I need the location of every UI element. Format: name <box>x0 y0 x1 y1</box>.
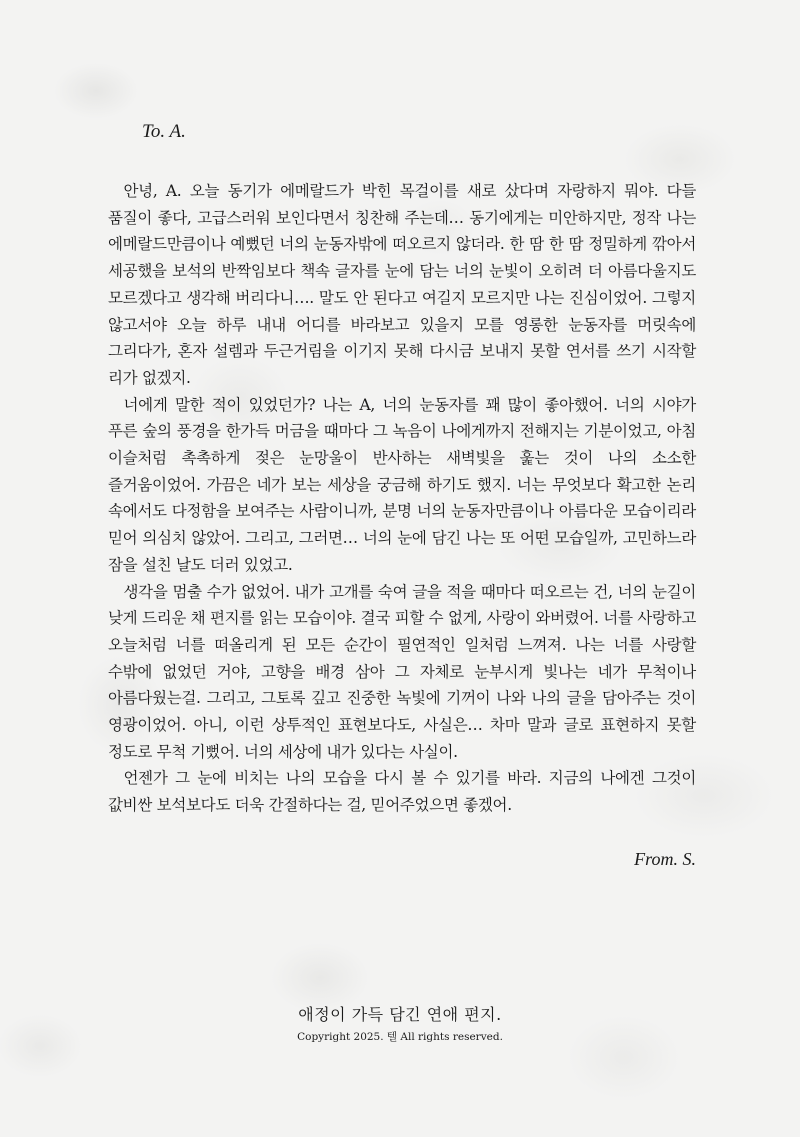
paragraph-4: 언젠가 그 눈에 비치는 나의 모습을 다시 볼 수 있기를 바라. 지금의 나에겐 그것이 값비싼 보석보다도 더욱 간절하다는 걸, 믿어주었으면 좋겠어. <box>108 769 696 815</box>
footer-title: 애정이 가득 담긴 연애 편지. <box>298 1005 502 1024</box>
signature: From. S. <box>634 848 696 869</box>
letter-paragraphs <box>108 178 696 819</box>
paragraph-2: 너에게 말한 적이 있었던가? 나는 A, 너의 눈동자를 꽤 많이 좋아했어. 너의 시야가 푸른 숲의 풍경을 한가득 머금을 때마다 그 녹음이 나에게까지 전해지는 기분이었고, 아침 이슬처럼 촉촉하게 젖은 눈망울이 반사하는 새벽빛을 훑는 것이 나의 소소한 즐거움이었어. 가끔은 네가 보는 세상을 궁금해 하기도 했지. 너는 무엇보다 확고한 논리 속에서도 다정함을 보여주는 사람이니까, 분명 너의 눈동자만큼이나 아름다운 모습이리라 믿어 의심치 않았어. 그리고, 그러면… 너의 눈에 담긴 나는 또 어떤 모습일까, 고민하느라 잠을 설친 날도 더러 있었고. <box>108 395 696 574</box>
letter-body <box>108 120 696 871</box>
paragraph-1: 안녕, A. 오늘 동기가 에메랄드가 박힌 목걸이를 새로 샀다며 자랑하지 뭐야. 다들 품질이 좋다, 고급스러워 보인다면서 칭찬해 주는데… 동기에게는 미안하지만, 정작 나는 에메랄드만큼이나 예뻤던 너의 눈동자밖에 떠오르지 않더라. 한 땀 한 땀 정밀하게 깎아서 세공했을 보석의 반짝임보다 책속 글자를 눈에 담는 너의 눈빛이 오히려 더 아름다울지도 모르겠다고 생각해 버리다니…. 말도 안 된다고 여길지 모르지만 나는 진심이었어. 그렇지 않고서야 오늘 하루 내내 어디를 바라보고 있을지 모를 영롱한 눈동자를 머릿속에 그리다가, 혼자 설렘과 두근거림을 이기지 못해 다시금 보내지 못할 연서를 쓰기 시작할 리가 없겠지. <box>108 182 696 387</box>
copyright-notice: Copyright 2025. 텔 All rights reserved. <box>297 1031 503 1043</box>
paragraph-3: 생각을 멈출 수가 없었어. 내가 고개를 숙여 글을 적을 때마다 떠오르는 건, 너의 눈길이 낮게 드리운 채 편지를 읽는 모습이야. 결국 피할 수 없게, 사랑이 와버렸어. 너를 사랑하고 오늘처럼 너를 떠올리게 된 모든 순간이 필연적인 일처럼 느껴져. 나는 너를 사랑할 수밖에 없었던 거야, 고향을 배경 삼아 그 자체로 눈부시게 빛나는 네가 무척이나 아름다웠는걸. 그리고, 그토록 깊고 진중한 녹빛에 기꺼이 나와 나의 글을 담아주는 것이 영광이었어. 아니, 이런 상투적인 표현보다도, 사실은… 차마 말과 글로 표현하지 못할 정도로 무척 기뻤어. 너의 세상에 내가 있다는 사실이. <box>108 582 696 761</box>
footer <box>0 1003 800 1045</box>
salutation: To. A. <box>142 121 186 142</box>
